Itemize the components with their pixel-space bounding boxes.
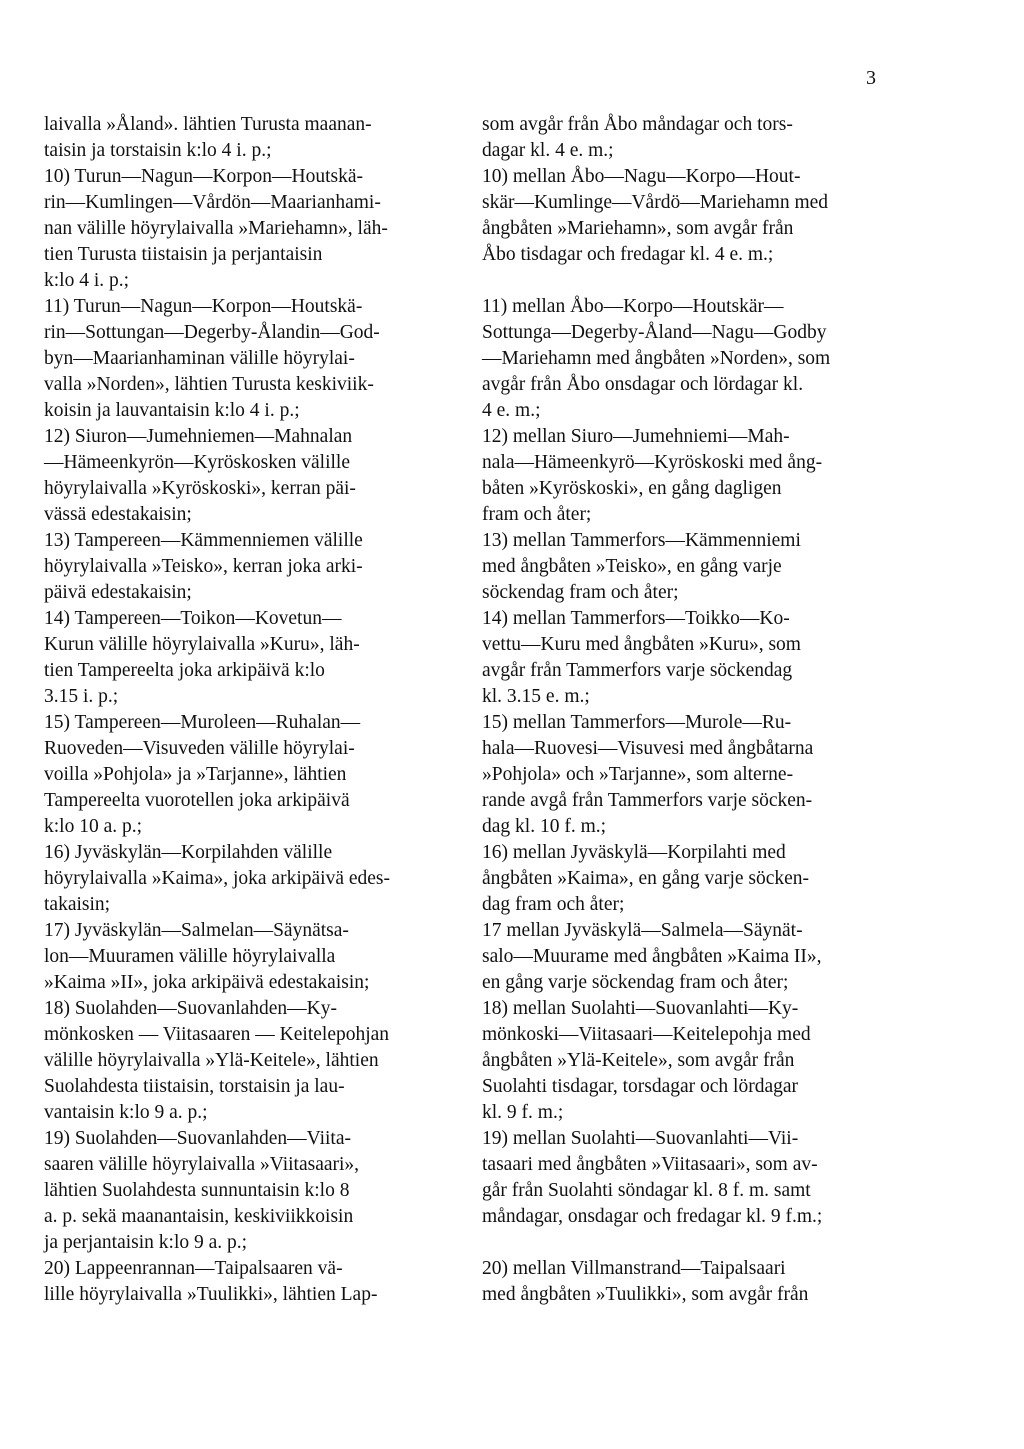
- swedish-text-line: skär—Kumlinge—Vårdö—Mariehamn med: [482, 192, 829, 213]
- finnish-text-line: Tampereelta vuorotellen joka arkipäivä: [44, 790, 350, 811]
- finnish-text-line: 13) Tampereen—Kämmenniemen välille: [44, 530, 363, 551]
- swedish-text-line: salo—Muurame med ångbåten »Kaima II»,: [482, 946, 822, 967]
- swedish-text-line: måndagar, onsdagar och fredagar kl. 9 f.m.;: [482, 1206, 823, 1227]
- finnish-text-line: 20) Lappeenrannan—Taipalsaaren vä-: [44, 1258, 343, 1279]
- swedish-text-line: dagar kl. 4 e. m.;: [482, 140, 614, 161]
- swedish-text-line: —Mariehamn med ångbåten »Norden», som: [482, 348, 831, 369]
- finnish-text-line: k:lo 4 i. p.;: [44, 270, 130, 291]
- finnish-text-line: 14) Tampereen—Toikon—Kovetun—: [44, 608, 342, 629]
- finnish-text-line: tien Turusta tiistaisin ja perjantaisin: [44, 244, 323, 265]
- finnish-text-line: vässä edestakaisin;: [44, 504, 192, 525]
- swedish-text-line: en gång varje söckendag fram och åter;: [482, 972, 789, 993]
- swedish-text-line: dag kl. 10 f. m.;: [482, 816, 607, 837]
- finnish-text-line: lähtien Suolahdesta sunnuntaisin k:lo 8: [44, 1180, 350, 1201]
- swedish-text-line: 12) mellan Siuro—Jumehniemi—Mah-: [482, 426, 790, 447]
- swedish-text-line: nala—Hämeenkyrö—Kyröskoski med ång-: [482, 452, 823, 473]
- finnish-text-line: rin—Sottungan—Degerby-Ålandin—God-: [44, 322, 380, 343]
- swedish-text-line: tasaari med ångbåten »Viitasaari», som av-: [482, 1154, 818, 1175]
- swedish-text-line: ångbåten »Kaima», en gång varje söcken-: [482, 868, 810, 889]
- swedish-text-line: med ångbåten »Tuulikki», som avgår från: [482, 1284, 809, 1305]
- swedish-text-line: Suolahti tisdagar, torsdagar och lördagar: [482, 1076, 798, 1097]
- swedish-text-line: fram och åter;: [482, 504, 592, 525]
- finnish-text-line: 10) Turun—Nagun—Korpon—Houtskä-: [44, 166, 364, 187]
- swedish-text-line: vettu—Kuru med ångbåten »Kuru», som: [482, 634, 801, 655]
- swedish-text-line: hala—Ruovesi—Visuvesi med ångbåtarna: [482, 738, 814, 759]
- finnish-text-line: 19) Suolahden—Suovanlahden—Viita-: [44, 1128, 351, 1149]
- swedish-text-line: ångbåten »Mariehamn», som avgår från: [482, 218, 794, 239]
- finnish-text-line: koisin ja lauvantaisin k:lo 4 i. p.;: [44, 400, 300, 421]
- swedish-text-line: söckendag fram och åter;: [482, 582, 679, 603]
- swedish-text-line: Sottunga—Degerby-Åland—Nagu—Godby: [482, 322, 827, 343]
- finnish-text-line: päivä edestakaisin;: [44, 582, 192, 603]
- swedish-text-line: [482, 1230, 892, 1256]
- swedish-text-line: kl. 3.15 e. m.;: [482, 686, 590, 707]
- swedish-text-line: 17 mellan Jyväskylä—Salmela—Säynät-: [482, 920, 803, 941]
- swedish-text-line: 18) mellan Suolahti—Suovanlahti—Ky-: [482, 998, 799, 1019]
- finnish-text-line: voilla »Pohjola» ja »Tarjanne», lähtien: [44, 764, 347, 785]
- swedish-text-line: som avgår från Åbo måndagar och tors-: [482, 114, 793, 135]
- finnish-text-line: 12) Siuron—Jumehniemen—Mahnalan: [44, 426, 353, 447]
- finnish-text-line: 3.15 i. p.;: [44, 686, 119, 707]
- swedish-text-line: »Pohjola» och »Tarjanne», som alterne-: [482, 764, 794, 785]
- swedish-text-line: mönkoski—Viitasaari—Keitelepohja med: [482, 1024, 811, 1045]
- finnish-text-line: 17) Jyväskylän—Salmelan—Säynätsa-: [44, 920, 349, 941]
- swedish-text-line: 19) mellan Suolahti—Suovanlahti—Vii-: [482, 1128, 799, 1149]
- finnish-text-line: saaren välille höyrylaivalla »Viitasaari»,: [44, 1154, 360, 1175]
- finnish-text-line: lille höyrylaivalla »Tuulikki», lähtien Lap-: [44, 1284, 378, 1305]
- swedish-text-line: avgår från Tammerfors varje söckendag: [482, 660, 793, 681]
- finnish-text-line: mönkosken — Viitasaaren — Keitelepohjan: [44, 1024, 390, 1045]
- swedish-text-line: 13) mellan Tammerfors—Kämmenniemi: [482, 530, 801, 551]
- finnish-text-line: —Hämeenkyrön—Kyröskosken välille: [44, 452, 350, 473]
- finnish-text-line: valla »Norden», lähtien Turusta keskiviik-: [44, 374, 374, 395]
- finnish-text-line: 18) Suolahden—Suovanlahden—Ky-: [44, 998, 337, 1019]
- swedish-text-line: med ångbåten »Teisko», en gång varje: [482, 556, 782, 577]
- swedish-text-line: 14) mellan Tammerfors—Toikko—Ko-: [482, 608, 790, 629]
- finnish-text-line: lon—Muuramen välille höyrylaivalla: [44, 946, 336, 967]
- finnish-text-line: välille höyrylaivalla »Ylä-Keitele», lähtien: [44, 1050, 379, 1071]
- swedish-text-line: 15) mellan Tammerfors—Murole—Ru-: [482, 712, 792, 733]
- swedish-text-line: 16) mellan Jyväskylä—Korpilahti med: [482, 842, 786, 863]
- finnish-text-line: nan välille höyrylaivalla »Mariehamn», läh-: [44, 218, 388, 239]
- finnish-text-line: laivalla »Åland». lähtien Turusta maanan-: [44, 114, 372, 135]
- finnish-text-line: höyrylaivalla »Teisko», kerran joka arki-: [44, 556, 363, 577]
- swedish-text-line: båten »Kyröskoski», en gång dagligen: [482, 478, 782, 499]
- finnish-text-line: taisin ja torstaisin k:lo 4 i. p.;: [44, 140, 272, 161]
- finnish-text-line: 16) Jyväskylän—Korpilahden välille: [44, 842, 333, 863]
- swedish-text-line: dag fram och åter;: [482, 894, 625, 915]
- swedish-text-line: kl. 9 f. m.;: [482, 1102, 564, 1123]
- finnish-text-line: »Kaima »II», joka arkipäivä edestakaisin;: [44, 972, 370, 993]
- swedish-text-line: 4 e. m.;: [482, 400, 541, 421]
- finnish-text-line: 15) Tampereen—Muroleen—Ruhalan—: [44, 712, 361, 733]
- finnish-text-column: [44, 112, 464, 1308]
- finnish-text-line: ja perjantaisin k:lo 9 a. p.;: [44, 1232, 248, 1253]
- finnish-text-line: k:lo 10 a. p.;: [44, 816, 143, 837]
- swedish-text-column: [482, 112, 892, 1308]
- finnish-text-line: vantaisin k:lo 9 a. p.;: [44, 1102, 208, 1123]
- finnish-text-line: takaisin;: [44, 894, 111, 915]
- finnish-text-line: Suolahdesta tiistaisin, torstaisin ja lau-: [44, 1076, 345, 1097]
- page-number: 3: [866, 67, 876, 89]
- finnish-text-line: Ruoveden—Visuveden välille höyrylai-: [44, 738, 355, 759]
- swedish-text-line: avgår från Åbo onsdagar och lördagar kl.: [482, 374, 804, 395]
- swedish-text-line: 10) mellan Åbo—Nagu—Korpo—Hout-: [482, 166, 801, 187]
- swedish-text-line: [482, 268, 892, 294]
- finnish-text-line: höyrylaivalla »Kaima», joka arkipäivä edes-: [44, 868, 390, 889]
- finnish-text-line: rin—Kumlingen—Vårdön—Maarianhami-: [44, 192, 381, 213]
- swedish-text-line: rande avgå från Tammerfors varje söcken-: [482, 790, 813, 811]
- swedish-text-line: Åbo tisdagar och fredagar kl. 4 e. m.;: [482, 244, 774, 265]
- finnish-text-line: tien Tampereelta joka arkipäivä k:lo: [44, 660, 325, 681]
- finnish-text-line: byn—Maarianhaminan välille höyrylai-: [44, 348, 355, 369]
- finnish-text-line: Kurun välille höyrylaivalla »Kuru», läh-: [44, 634, 360, 655]
- finnish-text-line: höyrylaivalla »Kyröskoski», kerran päi-: [44, 478, 356, 499]
- swedish-text-line: 20) mellan Villmanstrand—Taipalsaari: [482, 1258, 786, 1279]
- swedish-text-line: går från Suolahti söndagar kl. 8 f. m. samt: [482, 1180, 811, 1201]
- finnish-text-line: 11) Turun—Nagun—Korpon—Houtskä-: [44, 296, 363, 317]
- swedish-text-line: ångbåten »Ylä-Keitele», som avgår från: [482, 1050, 795, 1071]
- finnish-text-line: a. p. sekä maanantaisin, keskiviikkoisin: [44, 1206, 354, 1227]
- swedish-text-line: 11) mellan Åbo—Korpo—Houtskär—: [482, 296, 784, 317]
